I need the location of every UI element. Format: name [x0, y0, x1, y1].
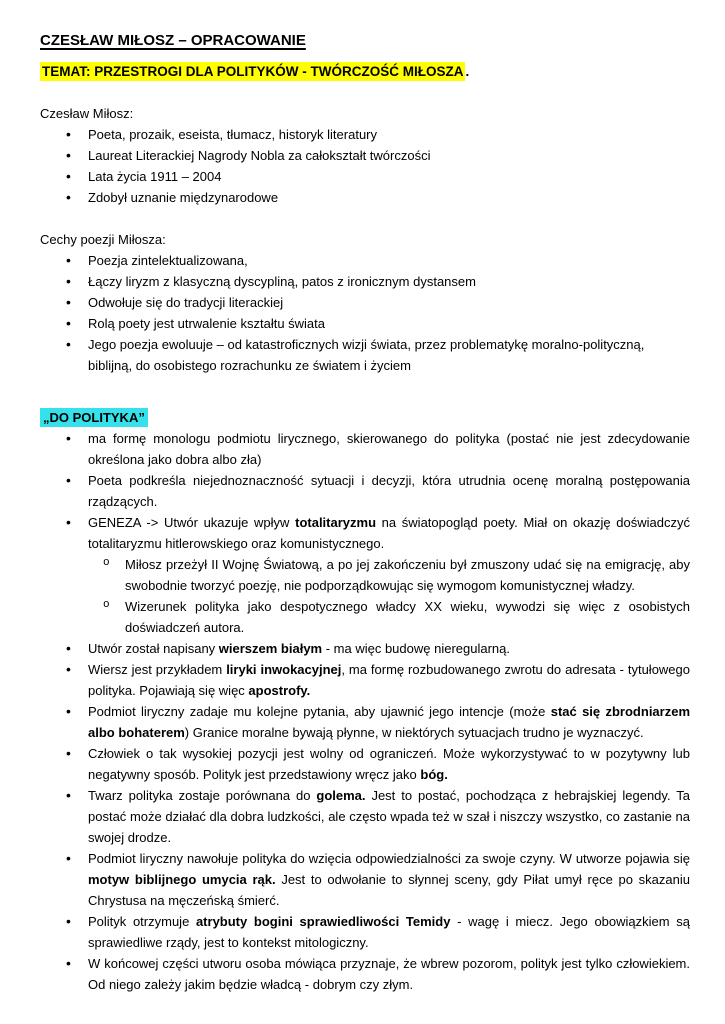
text-segment: ma formę monologu podmiotu lirycznego, skierowanego do polityka (postać nie jest zdecydowanie określona jako dobra albo zła)	[88, 431, 690, 467]
section-2	[40, 229, 690, 376]
bullet-item	[40, 313, 690, 334]
bullet-item	[40, 638, 690, 659]
text-segment: - ma więc budowę nieregularną.	[322, 641, 510, 656]
text-segment: Twarz polityka zostaje porównana do	[88, 788, 317, 803]
section-heading-text: Czesław Miłosz:	[40, 106, 134, 121]
text-segment: wierszem białym	[218, 641, 323, 656]
bullet-item	[40, 187, 690, 208]
section-1	[40, 103, 690, 208]
text-segment: Utwór został napisany	[88, 641, 219, 656]
text-segment: Podmiot liryczny nawołuje polityka do wzięcia odpowiedzialności za swoje czyny. W utworze pojawia się	[88, 851, 690, 866]
text-segment: ) Granice moralne bywają płynne, w niektórych sytuacjach trudno je wyznaczyć.	[184, 725, 644, 740]
section-heading-text: Cechy poezji Miłosza:	[40, 232, 166, 247]
text-segment: motyw biblijnego umycia rąk.	[88, 872, 276, 887]
topic-highlighted-text: TEMAT: PRZESTROGI DLA POLITYKÓW - TWÓRCZOŚĆ MIŁOSZA	[42, 64, 464, 79]
page-title	[40, 30, 690, 51]
bullet-item	[40, 743, 690, 785]
section-heading	[40, 103, 690, 124]
bullet-item	[40, 334, 690, 376]
bullet-item	[40, 250, 690, 271]
bullet-item	[40, 428, 690, 470]
text-segment: Jest to odwołanie to słynnej sceny, gdy Piłat umył ręce po skazaniu Chrystusa na męczeńską śmierć.	[88, 872, 690, 908]
bullet-item	[40, 145, 690, 166]
bullet-item	[40, 292, 690, 313]
text-segment: na światopogląd poety. Miał on okazję doświadczyć totalitaryzmu hitlerowskiego oraz komunistycznego.	[88, 515, 690, 551]
text-segment: Poeta, prozaik, eseista, tłumacz, historyk literatury	[88, 127, 378, 142]
sections-container	[40, 103, 690, 995]
text-segment: W końcowej części utworu osoba mówiąca przyznaje, że wbrew pozorom, polityk jest tylko człowiekiem. Od niego zależy jakim będzie władcą - dobrym czy złym.	[88, 956, 690, 992]
bullet-item	[40, 911, 690, 953]
bullet-item	[40, 701, 690, 743]
section-heading	[40, 407, 690, 428]
text-segment: Podmiot liryczny zadaje mu kolejne pytania, aby ujawnić jego intencje (może	[88, 704, 551, 719]
text-segment: Poezja zintelektualizowana,	[88, 253, 248, 268]
text-segment: Lata życia 1911 – 2004	[88, 169, 222, 184]
bullet-list	[40, 124, 690, 208]
bullet-item	[40, 470, 690, 512]
page-title-text: CZESŁAW MIŁOSZ – OPRACOWANIE	[40, 32, 306, 49]
text-segment: Miłosz przeżył II Wojnę Światową, a po jej zakończeniu był zmuszony udać się na emigrację, aby swobodnie tworzyć poezję, nie podporządkowując się wymogom komunistycznej władzy.	[125, 557, 690, 593]
bullet-item	[40, 166, 690, 187]
bullet-list	[40, 428, 690, 995]
text-segment: stać się zbrodniarzem albo bohaterem	[88, 704, 691, 740]
bullet-item	[40, 271, 690, 292]
text-segment: Zdobył uznanie międzynarodowe	[88, 190, 279, 205]
text-segment: - wagę i miecz. Jego obowiązkiem są sprawiedliwe rządy, jest to kontekst mitologiczny.	[88, 914, 690, 950]
text-segment: Polityk otrzymuje	[88, 914, 196, 929]
bullet-item	[40, 848, 690, 911]
sub-bullet-item	[40, 554, 690, 596]
text-segment: Łączy liryzm z klasyczną dyscypliną, patos z ironicznym dystansem	[88, 274, 476, 289]
text-segment: Rolą poety jest utrwalenie kształtu świata	[88, 316, 326, 331]
text-segment: liryki inwokacyjnej	[226, 662, 342, 677]
text-segment: Odwołuje się do tradycji literackiej	[88, 295, 284, 310]
text-segment: Jego poezja ewoluuje – od katastroficznych wizji świata, przez problematykę moralno-polityczną, biblijną, do osobistego rozrachunku ze światem i życiem	[88, 337, 645, 373]
topic-suffix: .	[465, 64, 470, 79]
section-3	[40, 407, 690, 995]
bullet-item	[40, 785, 690, 848]
text-segment: golema.	[316, 788, 366, 803]
text-segment: bóg.	[420, 767, 448, 782]
section-heading	[40, 229, 690, 250]
section-heading-highlighted-text: „DO POLITYKA”	[40, 408, 148, 427]
topic-heading	[40, 61, 690, 82]
bullet-list	[40, 250, 690, 376]
sub-bullet-item	[40, 596, 690, 638]
text-segment: Poeta podkreśla niejednoznaczność sytuacji i decyzji, która utrudnia ocenę moralną postępowania rządzących.	[88, 473, 690, 509]
text-segment: Laureat Literackiej Nagrody Nobla za całokształt twórczości	[88, 148, 431, 163]
text-segment: Wiersz jest przykładem	[88, 662, 227, 677]
text-segment: Jest to postać, pochodząca z hebrajskiej legendy. Ta postać może działać dla dobra ludzkości, ale często wpada też w szał i niszczy wszystko, co zastanie na swojej drodze.	[88, 788, 690, 845]
bullet-item	[40, 512, 690, 554]
bullet-item	[40, 659, 690, 701]
bullet-item	[40, 953, 690, 995]
text-segment: atrybuty bogini sprawiedliwości Temidy	[195, 914, 451, 929]
text-segment: , ma formę rozbudowanego zwrotu do adresata - tytułowego polityka. Pojawiają się więc	[88, 662, 691, 698]
text-segment: Wizerunek polityka jako despotycznego władcy XX wieku, wywodzi się więc z osobistych doświadczeń autora.	[125, 599, 690, 635]
text-segment: Człowiek o tak wysokiej pozycji jest wolny od ograniczeń. Może wykorzystywać to w pozytywny lub negatywny sposób. Polityk jest przedstawiony wręcz jako	[88, 746, 690, 782]
text-segment: apostrofy.	[248, 683, 311, 698]
bullet-item	[40, 124, 690, 145]
text-segment: totalitaryzmu	[295, 515, 377, 530]
text-segment: GENEZA -> Utwór ukazuje wpływ	[88, 515, 296, 530]
